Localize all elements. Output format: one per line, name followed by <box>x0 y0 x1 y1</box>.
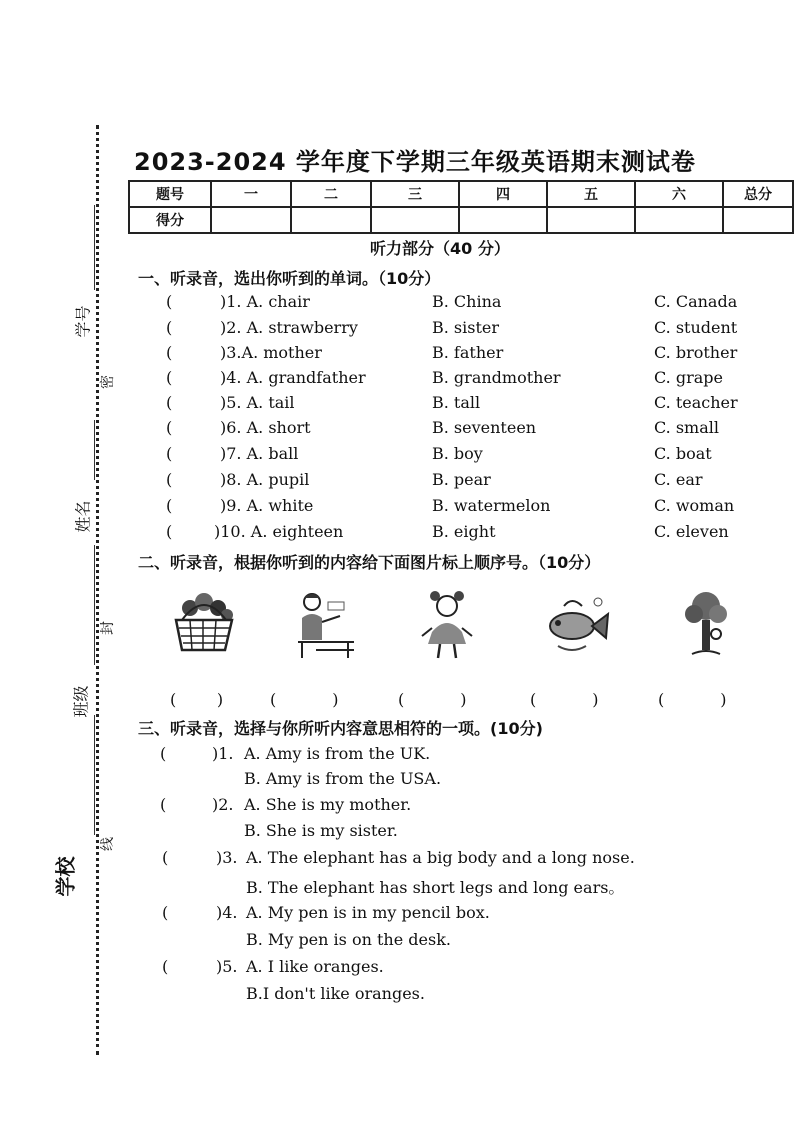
option-c: C. boat <box>654 444 712 463</box>
option-c: C. grape <box>654 368 723 387</box>
picture-answer-blank-2[interactable]: ( ) <box>270 690 339 709</box>
answer-blank[interactable]: ( <box>162 957 169 976</box>
score-table <box>128 180 794 234</box>
option-b: B. eight <box>432 522 496 541</box>
answer-blank[interactable]: ( <box>166 444 173 463</box>
section1-heading: 一、听录音，选出你听到的单词。（10分） <box>138 269 441 288</box>
picture-answer-blank-1[interactable]: ( ) <box>170 690 224 709</box>
picture-answer-blank-5[interactable]: ( ) <box>658 690 727 709</box>
option-a: )3.A. mother <box>220 343 322 362</box>
student-id-line <box>94 205 95 290</box>
name-label: 姓名 <box>73 500 93 533</box>
binding-dotted-line <box>96 125 99 1055</box>
score-input-cell[interactable] <box>371 207 459 233</box>
table-cell: 四 <box>459 181 547 207</box>
option-c: C. Canada <box>654 292 738 311</box>
answer-blank[interactable]: ( <box>166 522 173 541</box>
seal-mark-feng: 封 <box>100 621 116 635</box>
section3-heading: 三、听录音，选择与你所听内容意思相符的一项。(10分) <box>138 719 543 738</box>
option-a: )9. A. white <box>220 496 314 515</box>
option-b: B. grandmother <box>432 368 561 387</box>
option-b: B. boy <box>432 444 483 463</box>
answer-blank[interactable]: ( <box>166 470 173 489</box>
option-a: )1. A. chair <box>220 292 310 311</box>
question-number: )3. <box>216 848 238 867</box>
table-cell: 六 <box>635 181 723 207</box>
table-cell: 三 <box>371 181 459 207</box>
table-cell: 二 <box>291 181 371 207</box>
score-input-cell[interactable] <box>635 207 723 233</box>
tree-icon <box>680 588 732 664</box>
fruit-basket-icon <box>170 588 236 664</box>
name-line <box>94 420 95 480</box>
table-cell: 总分 <box>723 181 793 207</box>
option-b: B. Amy is from the USA. <box>244 769 442 788</box>
school-label: 学校 <box>53 856 78 897</box>
option-a: A. The elephant has a big body and a long nose. <box>246 848 635 867</box>
option-b: B.I don't like oranges. <box>246 984 425 1003</box>
answer-blank[interactable]: ( <box>166 368 173 387</box>
table-cell: 一 <box>211 181 291 207</box>
answer-blank[interactable]: ( <box>162 848 169 867</box>
option-a: )6. A. short <box>220 418 311 437</box>
school-line <box>94 715 95 835</box>
option-a: )7. A. ball <box>220 444 299 463</box>
score-input-cell[interactable] <box>211 207 291 233</box>
page-title: 2023-2024 学年度下学期三年级英语期末测试卷 <box>134 148 696 176</box>
option-a: A. I like oranges. <box>246 957 384 976</box>
option-c: C. student <box>654 318 738 337</box>
question-number: )1. <box>212 744 234 763</box>
answer-blank[interactable]: ( <box>166 343 173 362</box>
option-a: )5. A. tail <box>220 393 295 412</box>
section2-heading: 二、听录音，根据你听到的内容给下面图片标上顺序号。（10分） <box>138 553 601 572</box>
answer-blank[interactable]: ( <box>166 418 173 437</box>
question-number: )2. <box>212 795 234 814</box>
answer-blank[interactable]: ( <box>162 903 169 922</box>
table-cell: 得分 <box>129 207 211 233</box>
option-b: B. watermelon <box>432 496 551 515</box>
class-line <box>94 545 95 665</box>
answer-blank[interactable]: ( <box>166 496 173 515</box>
seal-mark-xian: 线 <box>100 837 116 851</box>
option-c: C. woman <box>654 496 735 515</box>
answer-blank[interactable]: ( <box>166 318 173 337</box>
table-cell: 五 <box>547 181 635 207</box>
answer-blank[interactable]: ( <box>160 744 167 763</box>
option-a: )10. A. eighteen <box>214 522 344 541</box>
teacher-icon <box>296 588 356 664</box>
student-id-label: 学号 <box>73 305 93 338</box>
option-b: B. She is my sister. <box>244 821 398 840</box>
answer-blank[interactable]: ( <box>166 393 173 412</box>
picture-answer-blank-4[interactable]: ( ) <box>530 690 599 709</box>
table-cell: 题号 <box>129 181 211 207</box>
score-input-cell[interactable] <box>547 207 635 233</box>
option-c: C. brother <box>654 343 738 362</box>
option-b: B. China <box>432 292 502 311</box>
question-number: )4. <box>216 903 238 922</box>
girl-icon <box>418 588 476 664</box>
option-b: B. My pen is on the desk. <box>246 930 451 949</box>
option-a: )8. A. pupil <box>220 470 310 489</box>
option-a: A. Amy is from the UK. <box>244 744 431 763</box>
score-input-cell[interactable] <box>459 207 547 233</box>
option-c: C. ear <box>654 470 703 489</box>
answer-blank[interactable]: ( <box>166 292 173 311</box>
option-a: A. She is my mother. <box>244 795 412 814</box>
option-b: B. seventeen <box>432 418 537 437</box>
question-number: )5. <box>216 957 238 976</box>
option-b: B. tall <box>432 393 481 412</box>
class-label: 班级 <box>71 685 91 718</box>
option-c: C. small <box>654 418 719 437</box>
option-a: )4. A. grandfather <box>220 368 366 387</box>
score-input-cell[interactable] <box>291 207 371 233</box>
option-b: B. father <box>432 343 504 362</box>
option-b: B. The elephant has short legs and long ears。 <box>246 878 625 897</box>
score-input-cell[interactable] <box>723 207 793 233</box>
option-b: B. pear <box>432 470 491 489</box>
listening-section-heading: 听力部分（40 分） <box>370 239 510 258</box>
option-b: B. sister <box>432 318 500 337</box>
option-a: A. My pen is in my pencil box. <box>246 903 490 922</box>
option-c: C. teacher <box>654 393 738 412</box>
picture-answer-blank-3[interactable]: ( ) <box>398 690 467 709</box>
option-c: C. eleven <box>654 522 729 541</box>
score-table-score-row <box>129 207 793 233</box>
score-table-header-row <box>129 181 793 207</box>
answer-blank[interactable]: ( <box>160 795 167 814</box>
seal-mark-mi: 密 <box>100 375 116 389</box>
fish-icon <box>544 588 612 664</box>
option-a: )2. A. strawberry <box>220 318 358 337</box>
